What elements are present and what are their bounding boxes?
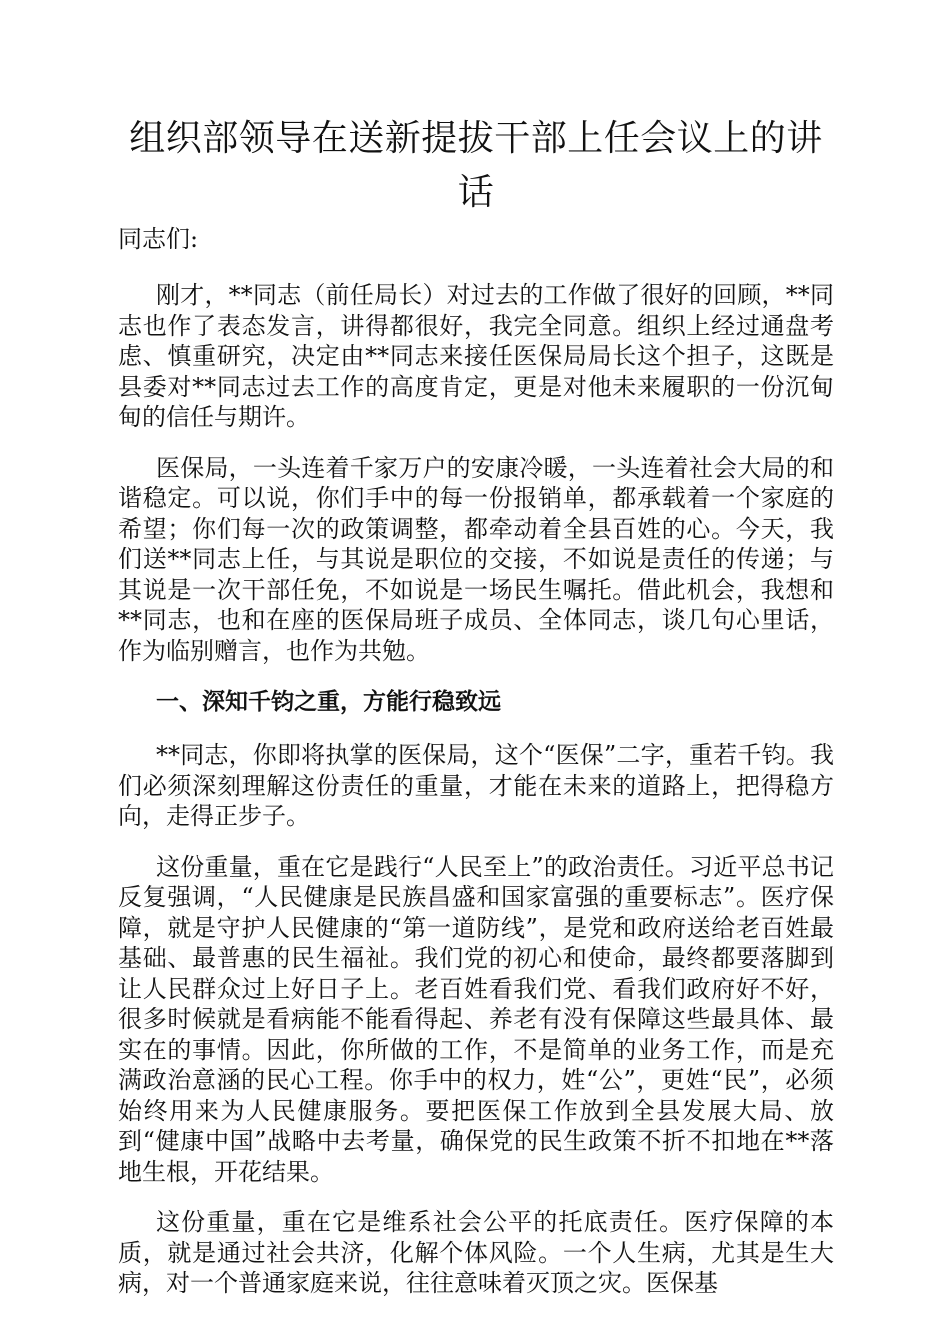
paragraph-intro-1: 刚才，**同志（前任局长）对过去的工作做了很好的回顾，**同志也作了表态发言，讲得都很好，我完全同意。组织上经过通盘考虑、慎重研究，决定由**同志来接任医保局局长这个担子，这既是县委对**同志过去工作的高度肯定，更是对他未来履职的一份沉甸甸的信任与期许。 — [118, 281, 834, 431]
section-heading-1: 一、深知千钧之重，方能行稳致远 — [156, 689, 501, 715]
document-title: 组织部领导在送新提拔干部上任会议上的讲话 — [129, 118, 823, 213]
salutation: 同志们: — [118, 225, 199, 253]
document-page — [118, 112, 834, 1319]
paragraph-section1-2: 这份重量，重在它是践行“人民至上”的政治责任。习近平总书记反复强调，“人民健康是民族昌盛和国家富强的重要标志”。医疗保障，就是守护人民健康的“第一道防线”，是党和政府送给老百姓最基础、最普惠的民生福祉。我们党的初心和使命，最终都要落脚到让人民群众过上好日子上。老百姓看我们党、看我们政府好不好，很多时候就是看病能不能看得起、养老有没有保障这些最具体、最实在的事情。因此，你所做的工作，不是简单的业务工作，而是充满政治意涵的民心工程。你手中的权力，姓“公”，更姓“民”，必须始终用来为人民健康服务。要把医保工作放到全县发展大局、放到“健康中国”战略中去考量，确保党的民生政策不折不扣地在**落地生根，开花结果。 — [118, 852, 834, 1186]
paragraph-section1-3: 这份重量，重在它是维系社会公平的托底责任。医疗保障的本质，就是通过社会共济，化解个体风险。一个人生病，尤其是生大病，对一个普通家庭来说，往往意味着灭顶之灾。医保基 — [118, 1208, 834, 1297]
paragraph-section1-1: **同志，你即将执掌的医保局，这个“医保”二字，重若千钧。我们必须深刻理解这份责任的重量，才能在未来的道路上，把得稳方向，走得正步子。 — [118, 741, 834, 830]
paragraph-intro-2: 医保局，一头连着千家万户的安康冷暖，一头连着社会大局的和谐稳定。可以说，你们手中的每一份报销单，都承载着一个家庭的希望；你们每一次的政策调整，都牵动着全县百姓的心。今天，我们送**同志上任，与其说是职位的交接，不如说是责任的传递；与其说是一次干部任免，不如说是一场民生嘱托。借此机会，我想和**同志，也和在座的医保局班子成员、全体同志，谈几句心里话，作为临别赠言，也作为共勉。 — [118, 453, 834, 665]
